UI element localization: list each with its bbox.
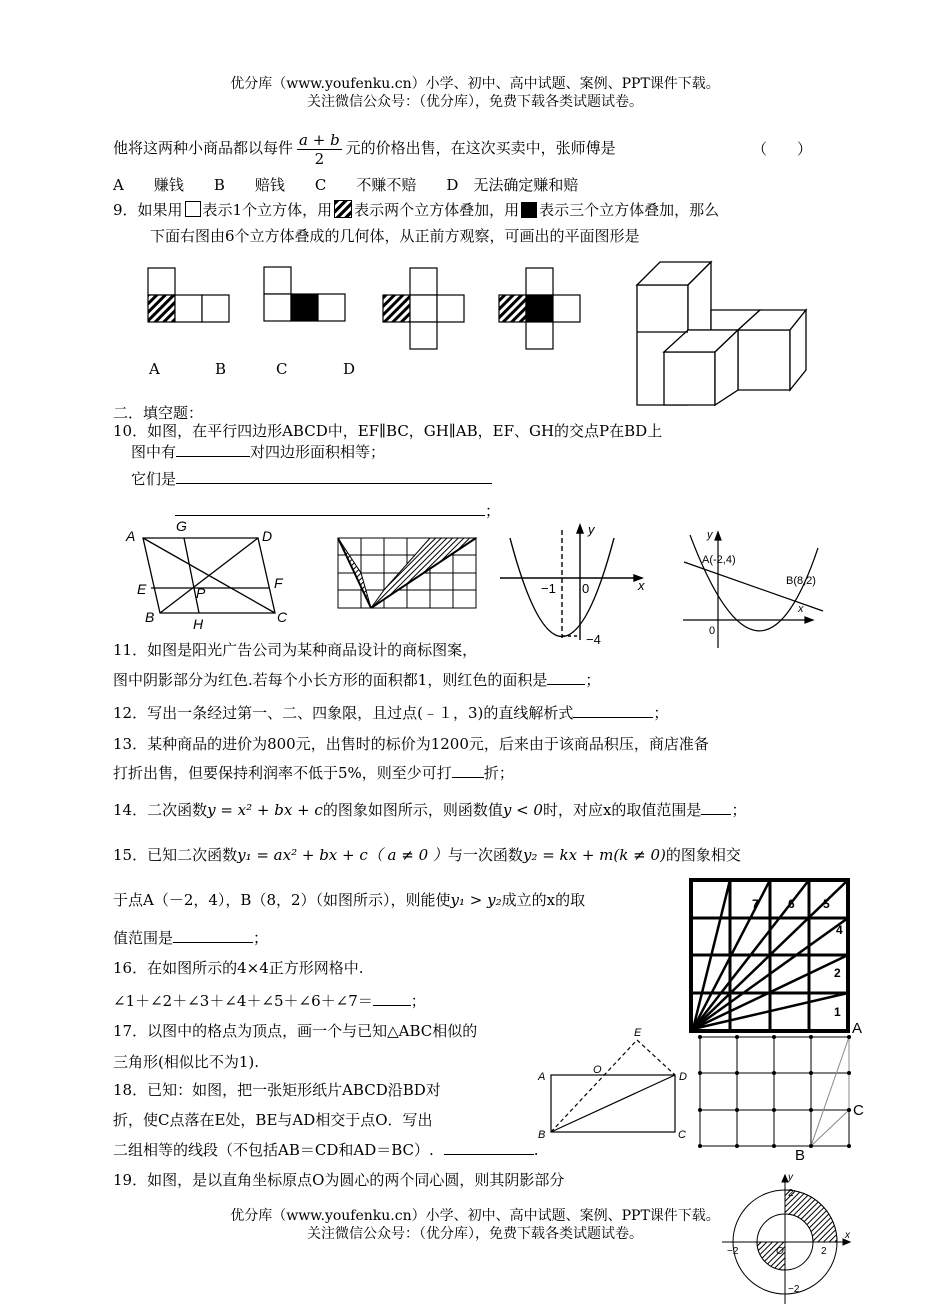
svg-text:1: 1 <box>834 1005 841 1019</box>
q15-linear: y₂ = kx + m(k ≠ 0) <box>522 846 666 864</box>
svg-text:−1: −1 <box>541 581 556 596</box>
svg-text:F: F <box>274 575 283 591</box>
q9-label-d: D <box>343 360 356 378</box>
q10-line-3: 它们是 <box>131 468 492 489</box>
q10-line-2: 图中有 对四边形面积相等； <box>131 443 386 461</box>
q15-line-2: 于点A（－2，4），B（8，2）（如图所示），则能使y₁ > y₂成立的x的取 <box>113 891 586 909</box>
svg-text:P: P <box>196 585 206 601</box>
svg-text:0: 0 <box>709 625 716 637</box>
svg-text:y: y <box>588 522 595 537</box>
q13-line-1: 13．某种商品的进价为800元，出售时的标价为1200元，后来由于该商品积压，商店准备 <box>113 735 709 753</box>
q11-line-2: 图中阴影部分为红色.若每个小长方形的面积都1，则红色的面积是 ； <box>113 671 601 689</box>
svg-text:B(8,2): B(8,2) <box>786 575 816 587</box>
svg-text:H: H <box>193 616 204 632</box>
svg-text:2: 2 <box>788 1188 794 1199</box>
svg-text:0: 0 <box>582 581 590 596</box>
q11-line-1: 11．如图是阳光广告公司为某种商品设计的商标图案， <box>113 641 478 659</box>
q14-line: 14．二次函数y = x² + bx + c的图象如图所示，则函数值y < 0时，对应x的取值范围是 ； <box>113 801 747 819</box>
svg-text:4: 4 <box>836 923 843 937</box>
q8-answer-paren: （ ） <box>752 140 813 158</box>
q16-line-1: 16．在如图所示的4×4正方形网格中. <box>113 959 364 977</box>
svg-text:A: A <box>126 528 136 544</box>
q17-lattice-grid <box>700 1037 849 1146</box>
svg-text:7: 7 <box>752 897 759 911</box>
svg-text:6: 6 <box>788 897 795 911</box>
svg-text:E: E <box>634 1027 642 1039</box>
q10-line-1: 10．如图，在平行四边形ABCD中，EF∥BC，GH∥AB，EF、GH的交点P在BD上 <box>113 422 663 440</box>
svg-text:2: 2 <box>834 966 841 980</box>
svg-text:A(-2,4): A(-2,4) <box>702 554 736 566</box>
svg-text:5: 5 <box>823 897 830 911</box>
svg-text:G: G <box>176 518 187 534</box>
footer-line-2: 关注微信公众号：（优分库），免费下载各类试题试卷。 <box>307 1226 643 1242</box>
svg-text:2: 2 <box>821 1246 827 1257</box>
svg-text:B: B <box>538 1129 546 1141</box>
q18-line-3: 二组相等的线段（不包括AB＝CD和AD＝BC）. . <box>113 1141 539 1159</box>
svg-text:−4: −4 <box>586 632 601 647</box>
q15-a-condition: （ a ≠ 0 ） <box>367 846 448 864</box>
q12-line: 12．写出一条经过第一、二、四象限，且过点(﹣１，3)的直线解析式 ； <box>113 704 669 722</box>
q18-line-1: 18．已知：如图，把一张矩形纸片ABCD沿BD对 <box>113 1081 441 1099</box>
svg-text:A: A <box>852 1020 863 1037</box>
q8-stem: 他将这两种小商品都以每件 $\frac{a + b}{2}$ 元的价格出售，在这次买卖中，张师傅是 <box>113 130 616 168</box>
svg-text:A: A <box>538 1071 546 1083</box>
svg-text:−2: −2 <box>788 1284 800 1295</box>
q17-line-2: 三角形(相似比不为1). <box>113 1053 260 1071</box>
header-line-2: 关注微信公众号：（优分库），免费下载各类试题试卷。 <box>307 94 643 110</box>
svg-text:O: O <box>593 1064 602 1076</box>
svg-text:O: O <box>776 1246 784 1257</box>
q14-function: y = x² + bx + c <box>207 801 323 819</box>
q9-line-1: 9．如果用 表示1个立方体，用 表示两个立方体叠加，用 表示三个立方体叠加，那么 <box>113 201 720 219</box>
q15-quadratic: y₁ = ax² + bx + c <box>237 846 368 864</box>
svg-text:−2: −2 <box>727 1246 739 1257</box>
q9-line-2: 下面右图由6个立方体叠成的几何体，从正前方观察，可画出的平面图形是 <box>150 227 640 245</box>
svg-text:E: E <box>137 581 147 597</box>
q18-rectangle-figure <box>551 1040 675 1132</box>
q9-label-c: C <box>276 360 288 378</box>
svg-text:x: x <box>845 1230 850 1241</box>
svg-text:y: y <box>788 1172 793 1183</box>
q18-labels <box>537 1027 687 1141</box>
q13-line-2: 打折出售，但要保持利润率不低于5%，则至少可打 折； <box>113 764 514 782</box>
q16-line-2: ∠1＋∠2＋∠3＋∠4＋∠5＋∠6＋∠7＝ ； <box>113 992 426 1010</box>
svg-text:B: B <box>795 1147 806 1164</box>
q18-line-2: 折，使C点落在E处，BE与AD相交于点O．写出 <box>113 1111 433 1129</box>
svg-text:D: D <box>262 528 273 544</box>
q10-line-4: ； <box>175 500 500 521</box>
footer-line-1: 优分库（www.youfenku.cn）小学、初中、高中试题、案例、PPT课件下载。 <box>230 1208 720 1224</box>
q17-line-1: 17．以图中的格点为顶点，画一个与已知△ABC相似的 <box>113 1022 478 1040</box>
svg-text:C: C <box>277 609 288 625</box>
svg-text:x: x <box>798 603 804 615</box>
q8-options: A 赚钱 B 赔钱 C 不赚不赔 D 无法确定赚和赔 <box>113 176 579 194</box>
q15-inequality: y₁ > y₂ <box>450 891 502 909</box>
q9-label-a: A <box>149 360 160 378</box>
svg-text:B: B <box>145 609 155 625</box>
fraction-a-plus-b-over-2: $\frac{a + b}{2}$ <box>299 130 340 168</box>
q15-line-3: 值范围是 ； <box>113 929 269 947</box>
svg-text:C: C <box>678 1129 686 1141</box>
q15-line-1: 15．已知二次函数y₁ = ax² + bx + c（ a ≠ 0 ）与一次函数y₂ = kx + m(k ≠ 0)的图象相交 <box>113 846 741 864</box>
section-title-fill-in: 二．填空题： <box>113 404 204 422</box>
svg-text:x: x <box>638 578 645 593</box>
q14-condition: y < 0 <box>502 801 543 819</box>
svg-text:y: y <box>707 529 713 541</box>
q19-line-1: 19．如图，是以直角坐标原点O为圆心的两个同心圆，则其阴影部分 <box>113 1171 565 1189</box>
svg-text:C: C <box>853 1102 864 1119</box>
svg-text:D: D <box>679 1071 687 1083</box>
q9-label-b: B <box>215 360 227 378</box>
header-line-1: 优分库（www.youfenku.cn）小学、初中、高中试题、案例、PPT课件下载。 <box>230 76 720 92</box>
